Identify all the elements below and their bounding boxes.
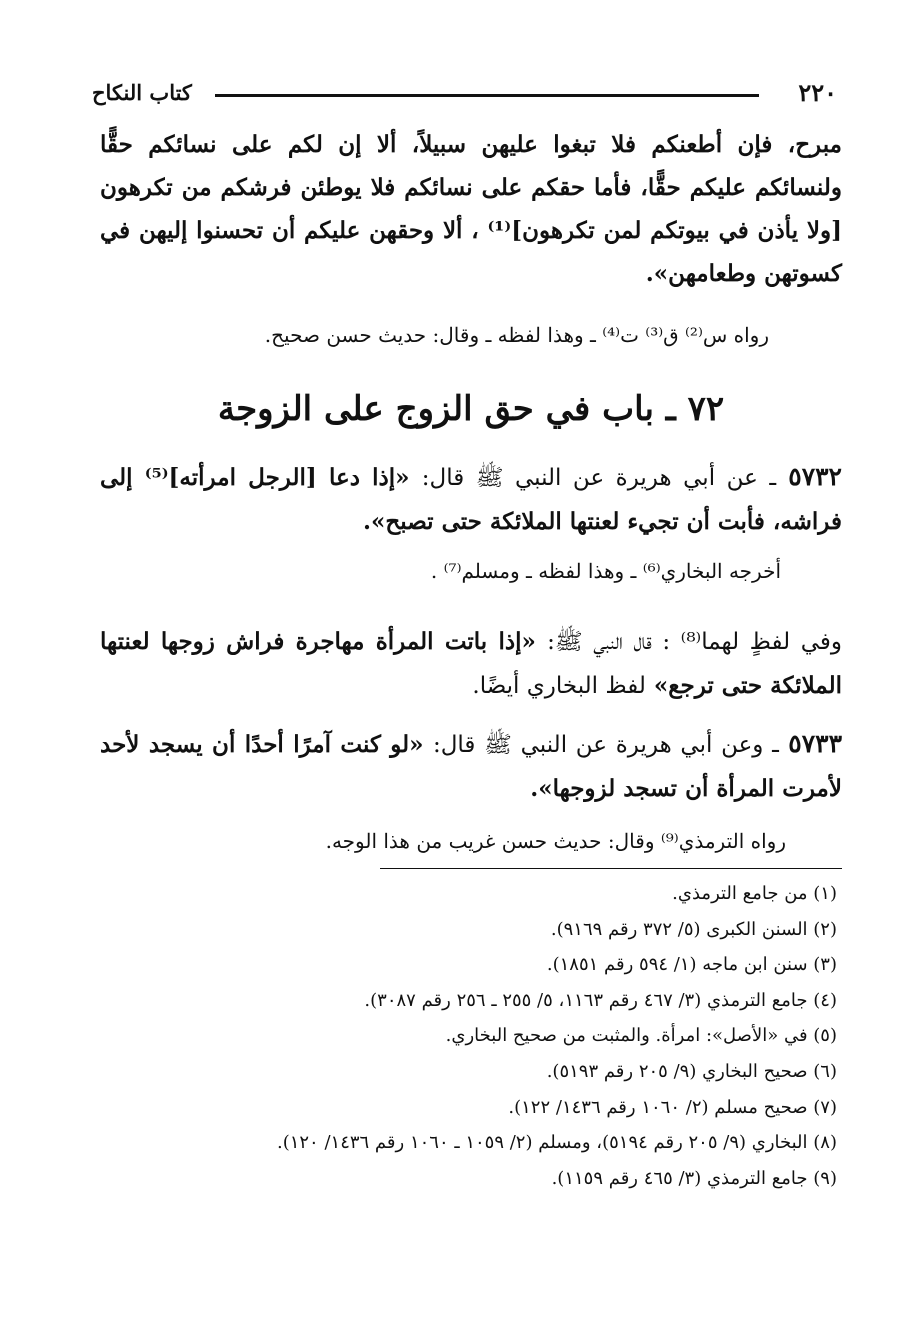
- hadith-5733-source: رواه الترمذي⁽⁹⁾ وقال: حديث حسن غريب من هذا الوجه.: [325, 829, 786, 853]
- continuation-paragraph: مبرح، فإن أطعنكم فلا تبغوا عليهن سبيلاً، ألا إن لكم على نسائكم حقًّا ولنسائكم عليكم حقًّا، فأما حقكم على نسائكم فلا يوطئن فرشكم من تكرهون [ولا يأذن في بيوتكم لمن تكرهون]⁽¹⁾ ، ألا وحقهن عليكم أن تحسنوا إليهن في كسوتهن وطعامهن».: [100, 131, 842, 287]
- running-header: [92, 78, 837, 112]
- chapter-title: ٧٢ ـ باب في حق الزوج على الزوجة: [217, 389, 725, 429]
- hadith-5732: [100, 455, 842, 543]
- header-rule: [215, 94, 759, 97]
- variant-intro: وفي لفظٍ لهما⁽⁸⁾ : قال النبي ﷺ:: [547, 629, 842, 655]
- footnote: (٩) جامع الترمذي (٣/ ٤٦٥ رقم ١١٥٩).: [551, 1167, 837, 1189]
- footnote-rule: [380, 868, 842, 869]
- hadith-number: ٥٧٣٢: [788, 462, 842, 491]
- footnote: (٣) سنن ابن ماجه (١/ ٥٩٤ رقم ١٨٥١).: [546, 954, 837, 976]
- footnote: (٤) جامع الترمذي (٣/ ٤٦٧ رقم ١١٦٣، ٥/ ٢٥٥ ـ ٢٥٦ رقم ٣٠٨٧).: [364, 989, 837, 1011]
- hadith-number: ٥٧٣٣: [788, 729, 842, 758]
- footnote: (٢) السنن الكبرى (٥/ ٣٧٢ رقم ٩١٦٩).: [550, 918, 837, 940]
- variant-outro: لفظ البخاري أيضًا.: [472, 673, 646, 699]
- variant-text: «إذا باتت المرأة مهاجرة فراش زوجها لعنتها الملائكة حتى ترجع»: [100, 628, 842, 699]
- footnote: (٥) في «الأصل»: امرأة. والمثبت من صحيح البخاري.: [445, 1025, 837, 1047]
- hadith-5732-source: أخرجه البخاري⁽⁶⁾ ـ وهذا لفظه ـ ومسلم⁽⁷⁾ .: [430, 559, 781, 583]
- hadith-text: «لو كنت آمرًا أحدًا أن يسجد لأحد لأمرت المرأة أن تسجد لزوجها».: [100, 731, 842, 802]
- footnote: (٧) صحيح مسلم (٢/ ١٠٦٠ رقم ١٤٣٦/ ١٢٢).: [508, 1096, 837, 1118]
- hadith-intro: ـ وعن أبي هريرة عن النبي ﷺ قال:: [432, 732, 779, 758]
- continuation-source: رواه س⁽²⁾ ق⁽³⁾ ت⁽⁴⁾ ـ وهذا لفظه ـ وقال: حديث حسن صحيح.: [264, 323, 769, 347]
- hadith-intro: ـ عن أبي هريرة عن النبي ﷺ قال:: [421, 465, 777, 491]
- book-title: كتاب النكاح: [92, 80, 192, 105]
- footnotes: [77, 876, 837, 1196]
- hadith-5733: [100, 722, 842, 810]
- footnote: (١) من جامع الترمذي.: [672, 883, 837, 904]
- hadith-text: «إذا دعا [الرجل امرأته]⁽⁵⁾ إلى فراشه، فأبت أن تجيء لعنتها الملائكة حتى تصبح».: [100, 464, 842, 535]
- footnote: (٨) البخاري (٩/ ٢٠٥ رقم ٥١٩٤)، ومسلم (٢/ ١٠٥٩ ـ ١٠٦٠ رقم ١٤٣٦/ ١٢٠).: [276, 1132, 837, 1154]
- footnote: (٦) صحيح البخاري (٩/ ٢٠٥ رقم ٥١٩٣).: [546, 1060, 837, 1082]
- page-number: ٢٢٠: [798, 78, 837, 107]
- variant-paragraph: [100, 620, 842, 708]
